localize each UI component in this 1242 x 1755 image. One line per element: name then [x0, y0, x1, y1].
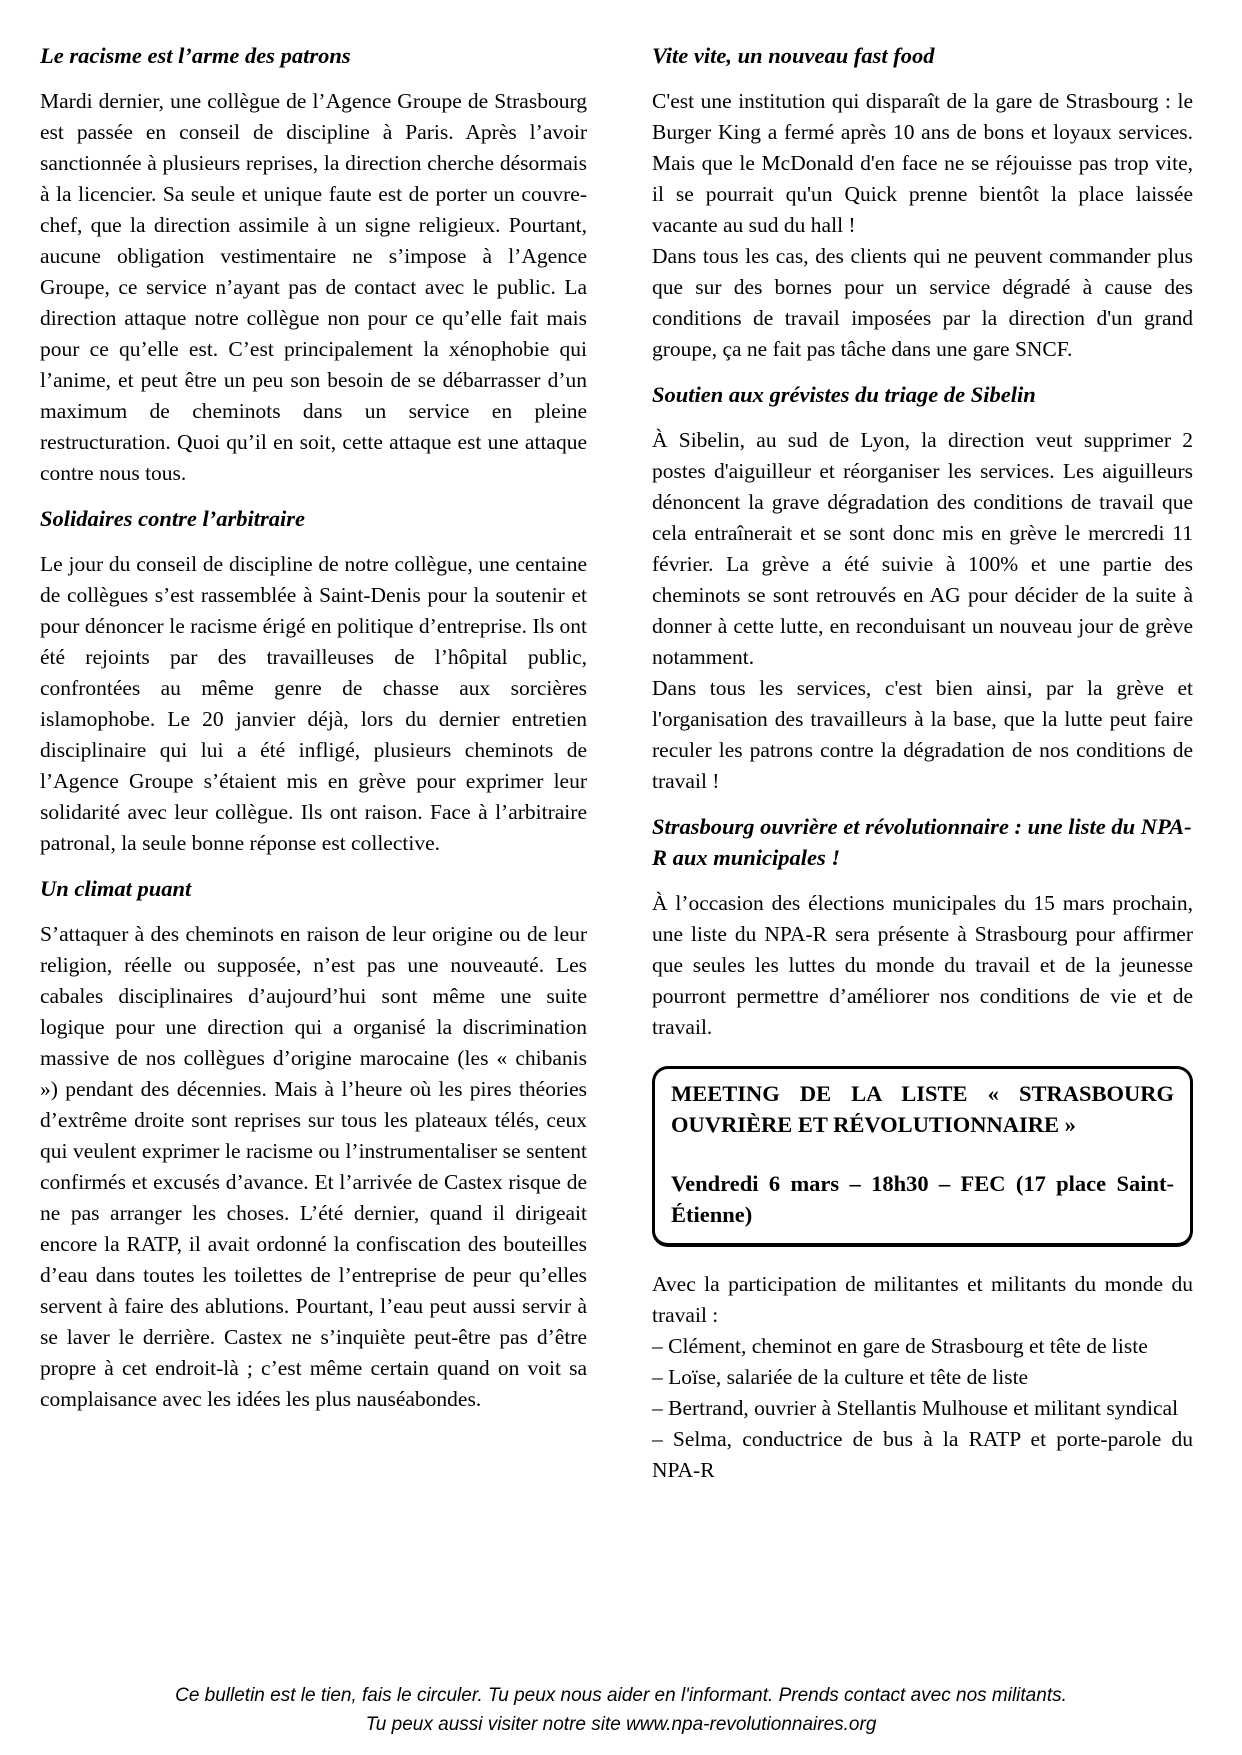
participants-intro: Avec la participation de militantes et militants du monde du travail :: [652, 1272, 1193, 1327]
paragraph-sibelin-1: À Sibelin, au sud de Lyon, la direction veut supprimer 2 postes d'aiguilleur et réorganiser les services. Les aiguilleurs dénoncent la grave dégradation des conditions de travail que cela entraînerait et se sont donc mis en grève le mercredi 11 février. La grève a été suivie à 100% et une partie des cheminots se sont retrouvés en AG pour décider de la suite à donner à cette lutte, en reconduisant un nouveau jour de grève notamment.: [652, 428, 1193, 669]
meeting-box-title: MEETING DE LA LISTE « STRASBOURG OUVRIÈRE ET RÉVOLUTIONNAIRE »: [671, 1081, 1174, 1137]
left-column: [40, 38, 587, 1486]
page-footer: [0, 1681, 1242, 1739]
section-heading-sibelin: Soutien aux grévistes du triage de Sibelin: [652, 382, 1036, 407]
meeting-announcement-box: [652, 1066, 1193, 1247]
paragraph-municipales: À l’occasion des élections municipales du 15 mars prochain, une liste du NPA-R sera présente à Strasbourg pour affirmer que seules les luttes du monde du travail et de la jeunesse pourront permettre d’améliorer nos conditions de vie et de travail.: [652, 891, 1193, 1039]
section-heading-climat: Un climat puant: [40, 876, 192, 901]
footer-line-1: Ce bulletin est le tien, fais le circuler. Tu peux nous aider en l'informant. Prends contact avec nos militants.: [175, 1685, 1067, 1706]
section-heading-municipales: Strasbourg ouvrière et révolutionnaire : une liste du NPA-R aux municipales !: [652, 814, 1192, 870]
right-column: [652, 38, 1193, 1486]
participant-item-loise: – Loïse, salariée de la culture et tête de liste: [652, 1365, 1029, 1389]
section-heading-solidaires: Solidaires contre l’arbitraire: [40, 506, 306, 531]
participant-item-bertrand: – Bertrand, ouvrier à Stellantis Mulhouse et militant syndical: [652, 1396, 1179, 1420]
section-heading-fastfood: Vite vite, un nouveau fast food: [652, 43, 935, 68]
paragraph-climat: S’attaquer à des cheminots en raison de leur origine ou de leur religion, réelle ou supposée, n’est pas une nouveauté. Les cabales disciplinaires d’aujourd’hui sont même une suite logique pour une direction qui a organisé la discrimination massive de nos collègues d’origine marocaine (les « chibanis ») pendant des décennies. Mais à l’heure où les pires théories d’extrême droite sont reprises sur tous les plateaux télés, ceux qui veulent exprimer le racisme ou l’instrumentaliser se sentent confirmés et excusés d’avance. Et l’arrivée de Castex risque de ne pas arranger les choses. L’été dernier, quand il dirigeait encore la RATP, il avait ordonné la confiscation des bouteilles d’eau dans toutes les toilettes de l’entreprise de peur qu’elles servent à faire des ablutions. Pourtant, l’eau peut aussi servir à se laver le derrière. Castex ne s’inquiète peut-être pas d’être propre à cet endroit-là ; c’est même certain quand on voit sa complaisance avec les idées les plus nauséabondes.: [40, 922, 587, 1411]
participant-item-selma: – Selma, conductrice de bus à la RATP et porte-parole du NPA-R: [652, 1427, 1193, 1482]
meeting-box-schedule: Vendredi 6 mars – 18h30 – FEC (17 place Saint-Étienne): [671, 1171, 1174, 1227]
paragraph-fastfood-1: C'est une institution qui disparaît de la gare de Strasbourg : le Burger King a fermé après 10 ans de bons et loyaux services. Mais que le McDonald d'en face ne se réjouisse pas trop vite, il se pourrait qu'un Quick prenne bientôt la place laissée vacante au sud du hall !: [652, 89, 1193, 237]
footer-line-2: Tu peux aussi visiter notre site www.npa-revolutionnaires.org: [365, 1714, 877, 1735]
paragraph-solidaires: Le jour du conseil de discipline de notre collègue, une centaine de collègues s’est rassemblée à Saint-Denis pour la soutenir et pour dénoncer le racisme érigé en politique d’entreprise. Ils ont été rejoints par des travailleuses de l’hôpital public, confrontées au même genre de chasse aux sorcières islamophobe. Le 20 janvier déjà, lors du dernier entretien disciplinaire qui lui a été infligé, plusieurs cheminots de l’Agence Groupe s’étaient mis en grève pour exprimer leur solidarité avec leur collègue. Ils ont raison. Face à l’arbitraire patronal, la seule bonne réponse est collective.: [40, 552, 587, 855]
paragraph-fastfood-2: Dans tous les cas, des clients qui ne peuvent commander plus que sur des bornes pour un service dégradé à cause des conditions de travail imposées par la direction d'un grand groupe, ça ne fait pas tâche dans une gare SNCF.: [652, 244, 1193, 361]
participant-item-clement: – Clément, cheminot en gare de Strasbourg et tête de liste: [652, 1334, 1148, 1358]
paragraph-sibelin-2: Dans tous les services, c'est bien ainsi, par la grève et l'organisation des travailleurs à la base, que la lutte peut faire reculer les patrons contre la dégradation de nos conditions de travail !: [652, 676, 1193, 793]
section-heading-racisme: Le racisme est l’arme des patrons: [40, 43, 351, 68]
paragraph-racisme: Mardi dernier, une collègue de l’Agence Groupe de Strasbourg est passée en conseil de discipline à Paris. Après l’avoir sanctionnée à plusieurs reprises, la direction cherche désormais à la licencier. Sa seule et unique faute est de porter un couvre-chef, que la direction assimile à un signe religieux. Pourtant, aucune obligation vestimentaire ne s’impose à l’Agence Groupe, ce service n’ayant pas de contact avec le public. La direction attaque notre collègue non pour ce qu’elle fait mais pour ce qu’elle est. C’est principalement la xénophobie qui l’anime, et peut être un peu son besoin de se débarrasser d’un maximum de cheminots dans un service en pleine restructuration. Quoi qu’il en soit, cette attaque est une attaque contre nous tous.: [40, 89, 587, 485]
